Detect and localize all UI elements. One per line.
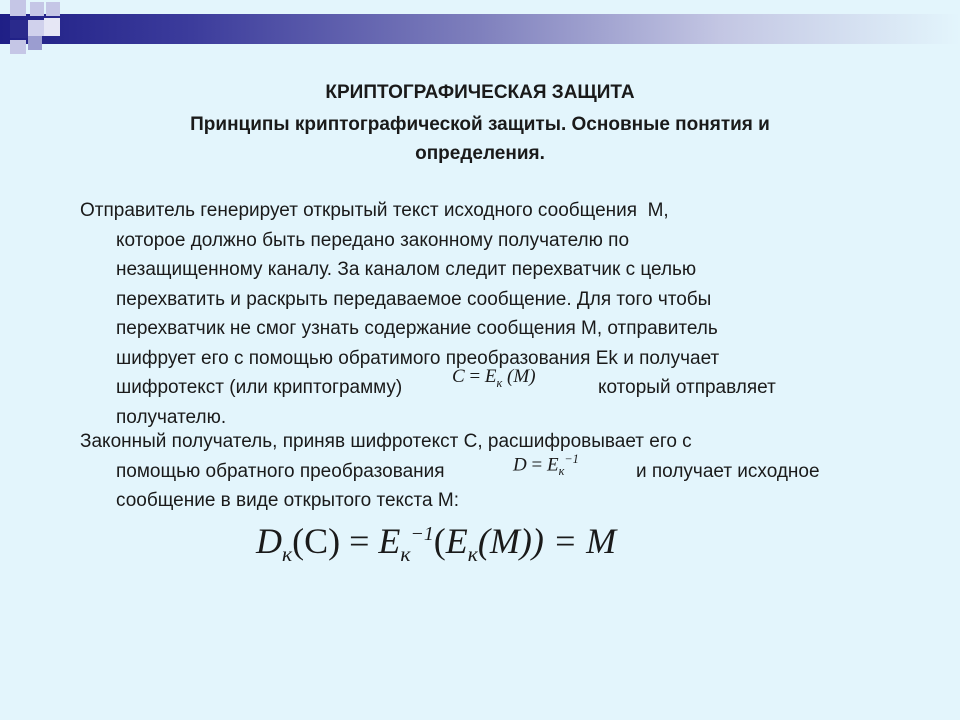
formula-operator: = [469,366,481,387]
formula-superscript: −1 [410,523,434,545]
main-formula [256,520,616,567]
formula-symbol: (M) [507,366,536,387]
page-subtitle: Принципы криптографической защиты. Основные понятия и [190,114,770,135]
decor-square [28,36,42,50]
decor-square [46,2,60,16]
decor-square [28,20,44,36]
formula-superscript: −1 [564,452,579,466]
decor-square [10,40,26,54]
formula-part: (M)) = M [477,521,617,561]
text-line: незащищенному каналу. За каналом следит перехватчик с целью [116,259,697,280]
formula-part: ( [433,521,446,561]
formula-symbol: D [513,454,527,476]
text-line: Законный получатель, приняв шифротекст С, расшифровывает его с [80,431,692,452]
formula-subscript: к [400,542,411,567]
page-subtitle-continued: определения. [415,143,545,164]
formula-operator: = [531,454,543,476]
formula-part: (C) = [292,521,379,561]
formula-subscript: к [467,542,478,567]
formula-symbol: E [378,521,401,561]
text-line: Отправитель генерирует открытый текст исходного сообщения M, [80,200,669,221]
text-fragment: шифротекст (или криптограмму) [116,377,408,398]
page-title: КРИПТОГРАФИЧЕСКАЯ ЗАЩИТА [325,82,635,103]
text-line: перехватчик не смог узнать содержание сообщения M, отправитель [116,318,718,339]
formula-symbol: E [546,454,559,476]
paragraph-sender [80,196,900,432]
decor-square [10,20,28,38]
formula-symbol: C [452,366,465,387]
inline-formula-encryption [452,366,536,391]
formula-subscript: к [558,464,565,479]
text-line: получателю. [116,406,227,428]
decor-square [30,2,44,16]
paragraph-receiver [80,427,900,516]
text-fragment: и получает исходное [636,460,820,482]
header-gradient-bar [0,14,960,44]
text-line: сообщение в виде открытого текста M: [116,490,460,511]
text-line [80,457,900,487]
formula-symbol: D [256,521,282,561]
formula-subscript: к [496,375,503,390]
formula-symbol: E [445,521,468,561]
formula-subscript: к [282,542,293,567]
inline-formula-decryption [513,452,579,479]
decor-square [44,18,60,36]
text-line: шифрует его с помощью обратимого преобразования Ek и получает [116,347,720,369]
decor-square [10,0,26,16]
text-line: которое должно быть передано законному получателю по [116,229,630,251]
formula-symbol: E [484,366,497,387]
text-fragment: помощью обратного преобразования [116,460,450,482]
text-fragment: который отправляет [598,377,776,398]
text-line: перехватить и раскрыть передаваемое сообщение. Для того чтобы [116,288,712,310]
